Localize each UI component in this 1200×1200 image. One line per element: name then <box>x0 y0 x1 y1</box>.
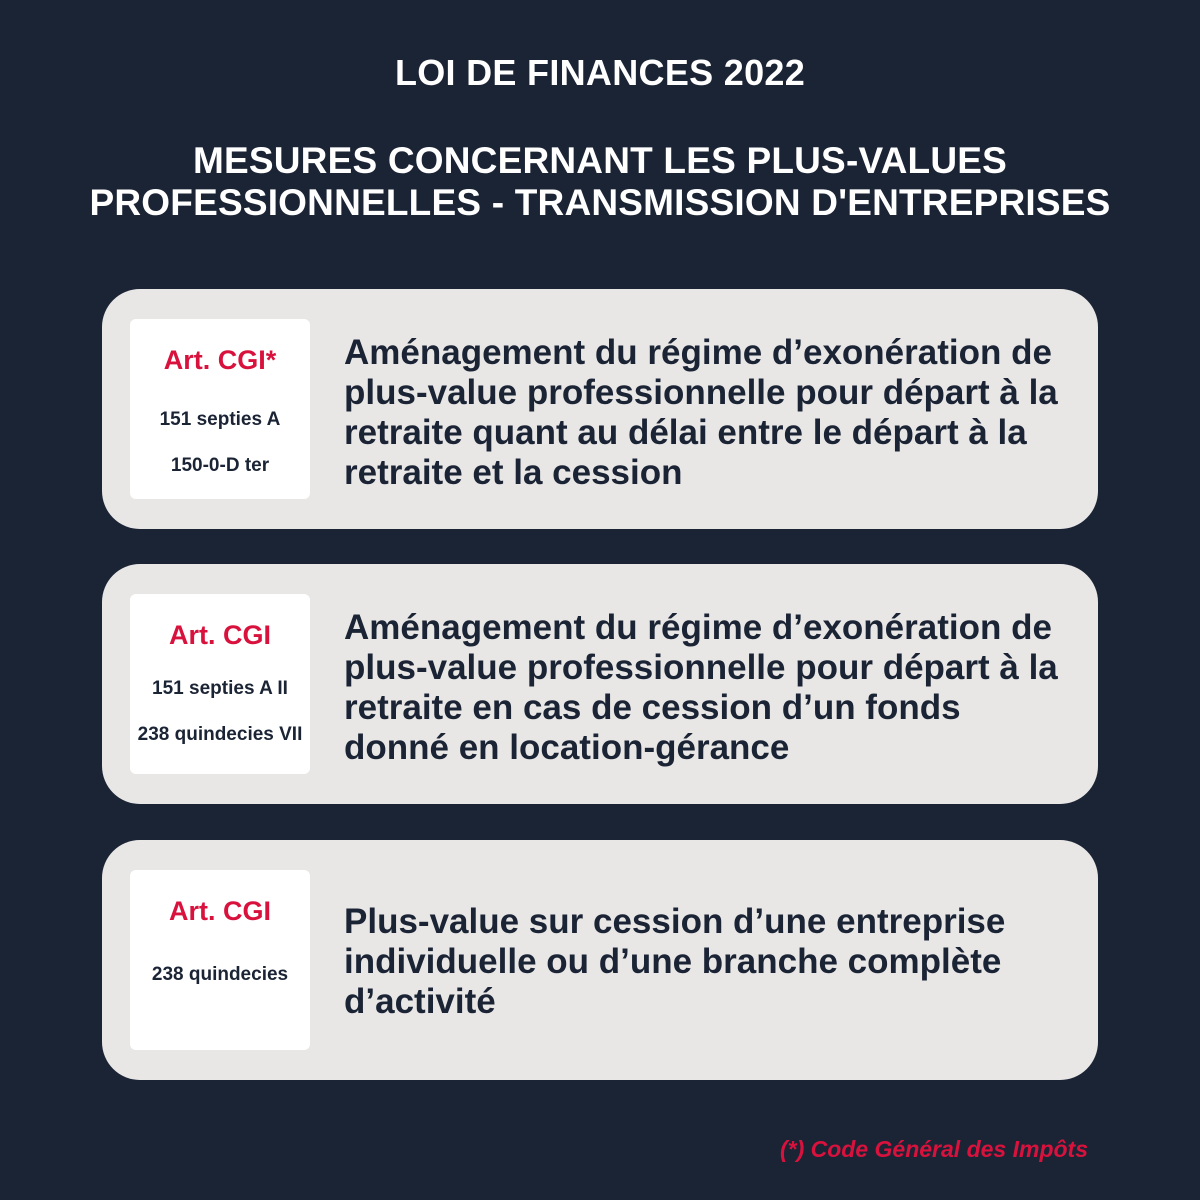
measure-card-1 <box>102 289 1098 529</box>
measure-description: Aménagement du régime d’exonération de plus-value professionnelle pour départ à la retraite en cas de cession d’un fonds donné en location-gérance <box>344 608 1058 767</box>
article-title: Art. CGI* <box>163 345 277 375</box>
subtitle-line-1: MESURES CONCERNANT LES PLUS-VALUES <box>192 140 1007 181</box>
page-subtitle <box>0 140 1200 224</box>
article-reference: 238 quindecies VII <box>137 724 303 745</box>
subtitle-line-2: PROFESSIONNELLES - TRANSMISSION D'ENTREPRISES <box>89 182 1111 223</box>
article-reference: 151 septies A II <box>152 678 288 699</box>
measure-card-3 <box>102 840 1098 1080</box>
article-reference: 151 septies A <box>159 409 281 430</box>
measure-description: Plus-value sur cession d’une entreprise individuelle ou d’une branche complète d’activité <box>344 902 1006 1021</box>
article-title: Art. CGI <box>168 620 271 650</box>
article-title: Art. CGI <box>168 896 271 926</box>
article-reference: 238 quindecies <box>151 964 289 985</box>
footnote: (*) Code Général des Impôts <box>779 1136 1088 1162</box>
article-box <box>130 870 310 1050</box>
measure-description: Aménagement du régime d’exonération de plus-value professionnelle pour départ à la retraite quant au délai entre le départ à la retraite et la cession <box>344 333 1058 492</box>
page-title: LOI DE FINANCES 2022 <box>394 52 806 93</box>
article-box <box>130 319 310 499</box>
article-box <box>130 594 310 774</box>
measure-card-2 <box>102 564 1098 804</box>
article-reference: 150-0-D ter <box>170 455 270 476</box>
